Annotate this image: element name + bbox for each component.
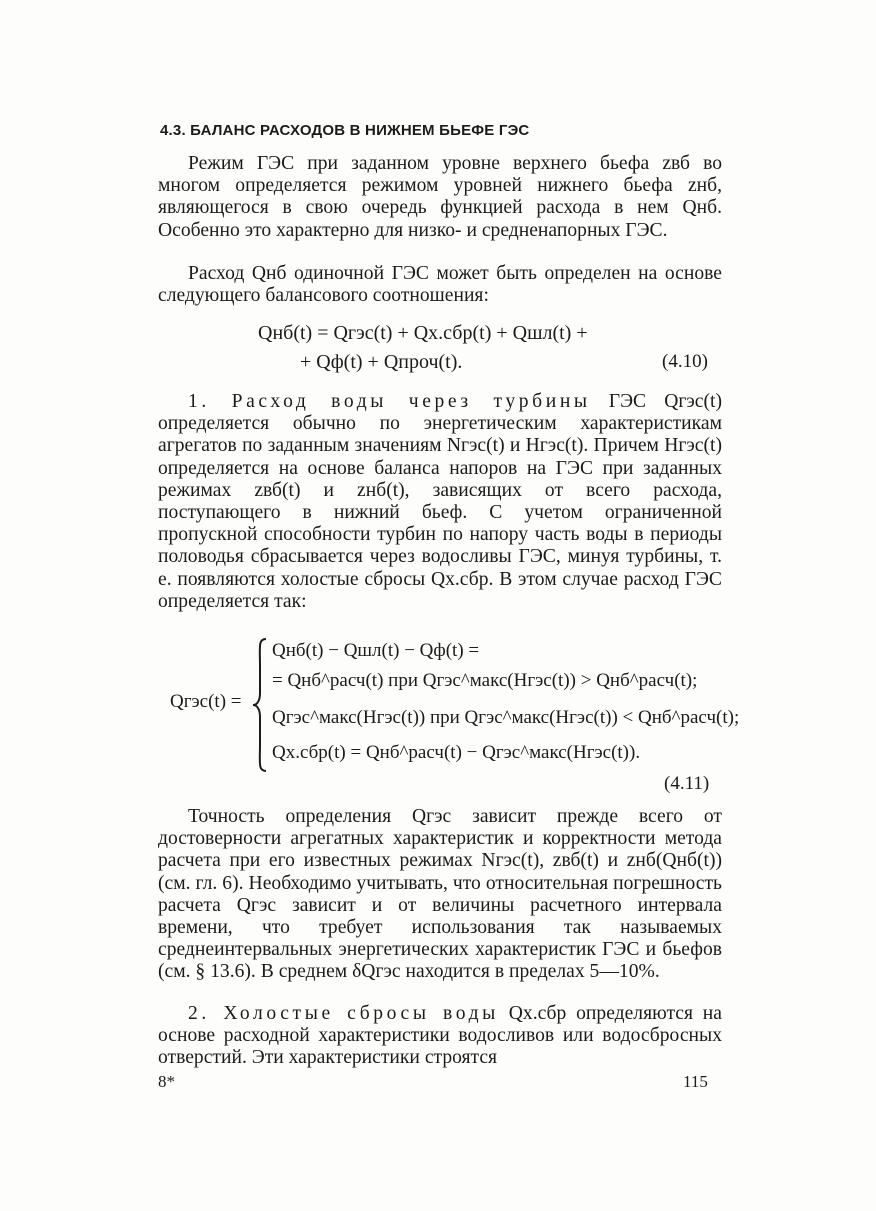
- section-heading: 4.3. БАЛАНС РАСХОДОВ В НИЖНЕМ БЬЕФЕ ГЭС: [160, 122, 530, 139]
- equation-4-11-lhs: Qгэс(t) =: [170, 691, 242, 712]
- equation-4-11-case-3: Qх.сбр(t) = Qнб^расч(t) − Qгэс^макс(Hгэс(t)).: [272, 742, 641, 763]
- paragraph-5-body: Qх.сбр определяются на основе расходной характеристики водосливов или водосбросных отверстий. Эти характеристики строятся: [158, 1003, 722, 1069]
- paragraph-5: [158, 1003, 722, 1070]
- equation-4-11-case-2: Qгэс^макс(Hгэс(t)) при Qгэс^макс(Hгэс(t)) < Qнб^расч(t);: [272, 707, 740, 728]
- paragraph-3: [158, 391, 722, 613]
- paragraph-3-spaced-title: 1. Расход воды через турбины: [188, 391, 591, 412]
- equation-4-10-line-2: + Qф(t) + Qпроч(t).: [300, 351, 463, 373]
- paragraph-accuracy: [158, 806, 722, 984]
- equation-4-11-case-1a: Qнб(t) − Qшл(t) − Qф(t) =: [272, 640, 480, 661]
- paragraph-3-body: ГЭС Qгэс(t) определяется обычно по энергетическим характеристикам агрегатов по заданным значениям Nгэс(t) и Hгэс(t). Причем Hгэс(t) определяется на основе баланса напоров на ГЭС при заданных режимах zвб(t) и zнб(t), зависящих от всего расхода, поступающего в нижний бьеф. С учетом ограниченной пропускной способности турбин по напору часть воды в периоды половодья сбрасывается через водосливы ГЭС, минуя турбины, т. е. появляются холостые сбросы Qх.сбр. В этом случае расход ГЭС определяется так:: [158, 391, 722, 612]
- left-brace-icon: [252, 637, 270, 773]
- paragraph-spillway: [158, 1003, 722, 1070]
- page-number: 115: [683, 1072, 708, 1091]
- equation-number-4-11: (4.11): [664, 773, 710, 794]
- paragraph-2: Расход Qнб одиночной ГЭС может быть определен на основе следующего балансового соотношения:: [158, 263, 722, 307]
- paragraph-4: Точность определения Qгэс зависит прежде всего от достоверности агрегатных характеристик и корректности метода расчета при его известных режимах Nгэс(t), zвб(t) и zнб(Qнб(t)) (см. гл. 6). Необходимо учитывать, что относительная погрешность расчета Qгэс зависит и от величины расчетного интервала времени, что требует использования так называемых среднеинтервальных энергетических характеристик ГЭС и бьефов (см. § 13.6). В среднем δQгэс находится в пределах 5—10%.: [158, 806, 722, 983]
- paragraph-1: Режим ГЭС при заданном уровне верхнего бьефа zвб во многом определяется режимом уровней нижнего бьефа zнб, являющегося в свою очередь функцией расхода в нем Qнб. Особенно это характерно для низко- и средненапорных ГЭС.: [158, 153, 722, 241]
- paragraph-turbines: [158, 391, 722, 613]
- paragraph-5-spaced-title: 2. Холостые сбросы воды: [188, 1003, 499, 1024]
- equation-4-10-line-1: Qнб(t) = Qгэс(t) + Qх.сбр(t) + Qшл(t) +: [258, 322, 588, 344]
- equation-4-11-case-1b: = Qнб^расч(t) при Qгэс^макс(Hгэс(t)) > Qнб^расч(t);: [272, 670, 698, 691]
- signature-mark: 8*: [158, 1072, 175, 1091]
- paragraph-balance: [158, 263, 722, 307]
- equation-number-4-10: (4.10): [662, 351, 708, 372]
- paragraph-intro: [158, 153, 722, 242]
